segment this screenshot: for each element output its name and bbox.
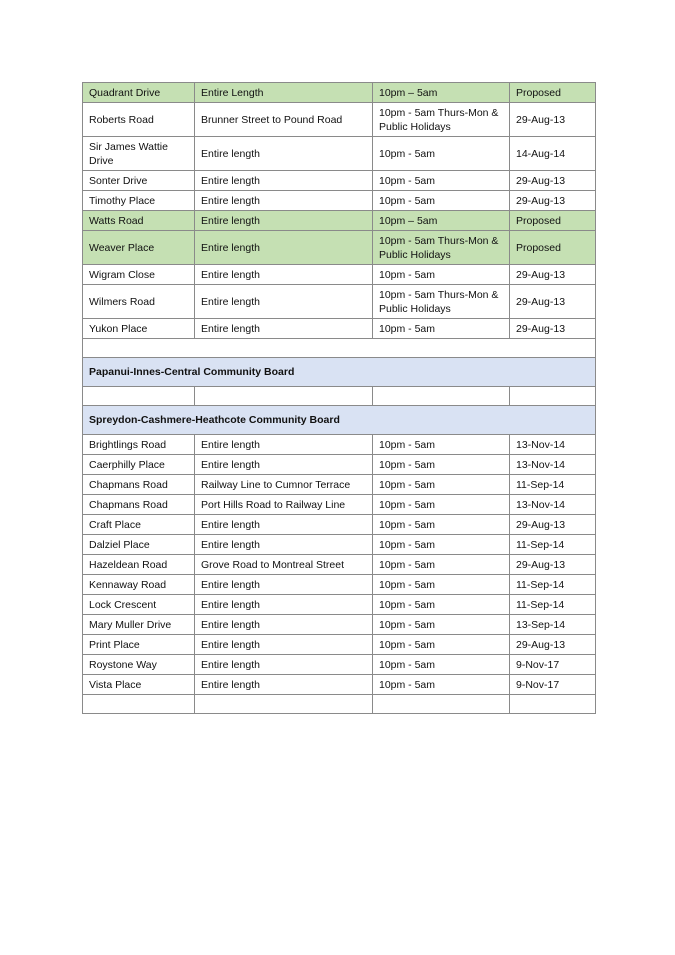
table-row: [83, 575, 596, 595]
hours-cell: 10pm - 5am: [373, 675, 510, 695]
hours-cell: 10pm - 5am: [373, 535, 510, 555]
table-row: [83, 655, 596, 675]
extent-cell: Entire length: [195, 435, 373, 455]
hours-cell: 10pm - 5am Thurs-Mon & Public Holidays: [373, 285, 510, 319]
extent-cell: Entire length: [195, 535, 373, 555]
blank-cell: [83, 387, 195, 406]
extent-cell: Entire length: [195, 675, 373, 695]
date-cell: 11-Sep-14: [510, 535, 596, 555]
extent-cell: Entire length: [195, 171, 373, 191]
blank-cell: [195, 695, 373, 714]
date-cell: 9-Nov-17: [510, 675, 596, 695]
extent-cell: Entire length: [195, 635, 373, 655]
extent-cell: Entire length: [195, 515, 373, 535]
table-row: [83, 137, 596, 171]
blank-row: [83, 695, 596, 714]
road-name-cell: Quadrant Drive: [83, 83, 195, 103]
road-name-cell: Kennaway Road: [83, 575, 195, 595]
table-row: [83, 171, 596, 191]
date-cell: 29-Aug-13: [510, 555, 596, 575]
road-name-cell: Hazeldean Road: [83, 555, 195, 575]
hours-cell: 10pm – 5am: [373, 83, 510, 103]
hours-cell: 10pm - 5am: [373, 319, 510, 339]
table-row: [83, 455, 596, 475]
road-name-cell: Weaver Place: [83, 231, 195, 265]
blank-cell: [373, 695, 510, 714]
blank-cell: [195, 387, 373, 406]
road-name-cell: Wilmers Road: [83, 285, 195, 319]
date-cell: 11-Sep-14: [510, 475, 596, 495]
date-cell: 11-Sep-14: [510, 595, 596, 615]
table-row: [83, 555, 596, 575]
hours-cell: 10pm - 5am: [373, 495, 510, 515]
road-name-cell: Craft Place: [83, 515, 195, 535]
road-name-cell: Timothy Place: [83, 191, 195, 211]
table-row: [83, 535, 596, 555]
extent-cell: Entire Length: [195, 83, 373, 103]
extent-cell: Entire length: [195, 319, 373, 339]
extent-cell: Entire length: [195, 595, 373, 615]
extent-cell: Brunner Street to Pound Road: [195, 103, 373, 137]
blank-cell: [510, 695, 596, 714]
hours-cell: 10pm - 5am: [373, 575, 510, 595]
table-row: [83, 435, 596, 455]
hours-cell: 10pm - 5am Thurs-Mon & Public Holidays: [373, 103, 510, 137]
extent-cell: Entire length: [195, 615, 373, 635]
road-name-cell: Chapmans Road: [83, 475, 195, 495]
hours-cell: 10pm - 5am: [373, 435, 510, 455]
extent-cell: Entire length: [195, 285, 373, 319]
extent-cell: Entire length: [195, 575, 373, 595]
table-row: [83, 231, 596, 265]
section-header-row: [83, 406, 596, 435]
table-row: [83, 103, 596, 137]
blank-cell: [83, 695, 195, 714]
date-cell: 29-Aug-13: [510, 265, 596, 285]
extent-cell: Entire length: [195, 137, 373, 171]
road-restrictions-table: [82, 82, 596, 714]
extent-cell: Entire length: [195, 265, 373, 285]
date-cell: 29-Aug-13: [510, 285, 596, 319]
date-cell: 29-Aug-13: [510, 515, 596, 535]
blank-cell: [510, 387, 596, 406]
blank-cell: [83, 339, 596, 358]
extent-cell: Port Hills Road to Railway Line: [195, 495, 373, 515]
date-cell: 13-Nov-14: [510, 495, 596, 515]
table-body: [83, 83, 596, 714]
hours-cell: 10pm - 5am: [373, 555, 510, 575]
date-cell: 11-Sep-14: [510, 575, 596, 595]
extent-cell: Entire length: [195, 231, 373, 265]
section-header-row: [83, 358, 596, 387]
table-row: [83, 285, 596, 319]
table-row: [83, 265, 596, 285]
table-row: [83, 675, 596, 695]
table-row: [83, 319, 596, 339]
date-cell: 29-Aug-13: [510, 171, 596, 191]
road-name-cell: Sir James Wattie Drive: [83, 137, 195, 171]
blank-cell: [373, 387, 510, 406]
table-row: [83, 495, 596, 515]
extent-cell: Railway Line to Cumnor Terrace: [195, 475, 373, 495]
road-name-cell: Roberts Road: [83, 103, 195, 137]
hours-cell: 10pm - 5am: [373, 475, 510, 495]
extent-cell: Entire length: [195, 655, 373, 675]
date-cell: 29-Aug-13: [510, 191, 596, 211]
hours-cell: 10pm - 5am: [373, 595, 510, 615]
date-cell: 29-Aug-13: [510, 319, 596, 339]
table-row: [83, 515, 596, 535]
table-row: [83, 595, 596, 615]
date-cell: Proposed: [510, 211, 596, 231]
date-cell: Proposed: [510, 231, 596, 265]
road-name-cell: Yukon Place: [83, 319, 195, 339]
extent-cell: Entire length: [195, 211, 373, 231]
section-title: Spreydon-Cashmere-Heathcote Community Board: [83, 406, 596, 435]
hours-cell: 10pm - 5am: [373, 455, 510, 475]
road-name-cell: Dalziel Place: [83, 535, 195, 555]
date-cell: 29-Aug-13: [510, 635, 596, 655]
hours-cell: 10pm - 5am: [373, 615, 510, 635]
date-cell: 13-Nov-14: [510, 435, 596, 455]
table-row: [83, 83, 596, 103]
table-row: [83, 191, 596, 211]
date-cell: 29-Aug-13: [510, 103, 596, 137]
road-name-cell: Lock Crescent: [83, 595, 195, 615]
extent-cell: Entire length: [195, 455, 373, 475]
hours-cell: 10pm - 5am Thurs-Mon & Public Holidays: [373, 231, 510, 265]
road-name-cell: Brightlings Road: [83, 435, 195, 455]
table-row: [83, 615, 596, 635]
hours-cell: 10pm - 5am: [373, 265, 510, 285]
date-cell: 9-Nov-17: [510, 655, 596, 675]
blank-row: [83, 387, 596, 406]
road-name-cell: Sonter Drive: [83, 171, 195, 191]
table-row: [83, 635, 596, 655]
road-name-cell: Print Place: [83, 635, 195, 655]
road-name-cell: Watts Road: [83, 211, 195, 231]
blank-row: [83, 339, 596, 358]
road-name-cell: Caerphilly Place: [83, 455, 195, 475]
hours-cell: 10pm - 5am: [373, 635, 510, 655]
road-name-cell: Roystone Way: [83, 655, 195, 675]
section-title: Papanui-Innes-Central Community Board: [83, 358, 596, 387]
date-cell: Proposed: [510, 83, 596, 103]
road-name-cell: Chapmans Road: [83, 495, 195, 515]
hours-cell: 10pm - 5am: [373, 137, 510, 171]
hours-cell: 10pm - 5am: [373, 515, 510, 535]
road-name-cell: Vista Place: [83, 675, 195, 695]
date-cell: 14-Aug-14: [510, 137, 596, 171]
hours-cell: 10pm - 5am: [373, 171, 510, 191]
table-row: [83, 475, 596, 495]
date-cell: 13-Nov-14: [510, 455, 596, 475]
table-row: [83, 211, 596, 231]
hours-cell: 10pm - 5am: [373, 655, 510, 675]
date-cell: 13-Sep-14: [510, 615, 596, 635]
hours-cell: 10pm - 5am: [373, 191, 510, 211]
road-name-cell: Wigram Close: [83, 265, 195, 285]
hours-cell: 10pm – 5am: [373, 211, 510, 231]
extent-cell: Grove Road to Montreal Street: [195, 555, 373, 575]
extent-cell: Entire length: [195, 191, 373, 211]
road-name-cell: Mary Muller Drive: [83, 615, 195, 635]
